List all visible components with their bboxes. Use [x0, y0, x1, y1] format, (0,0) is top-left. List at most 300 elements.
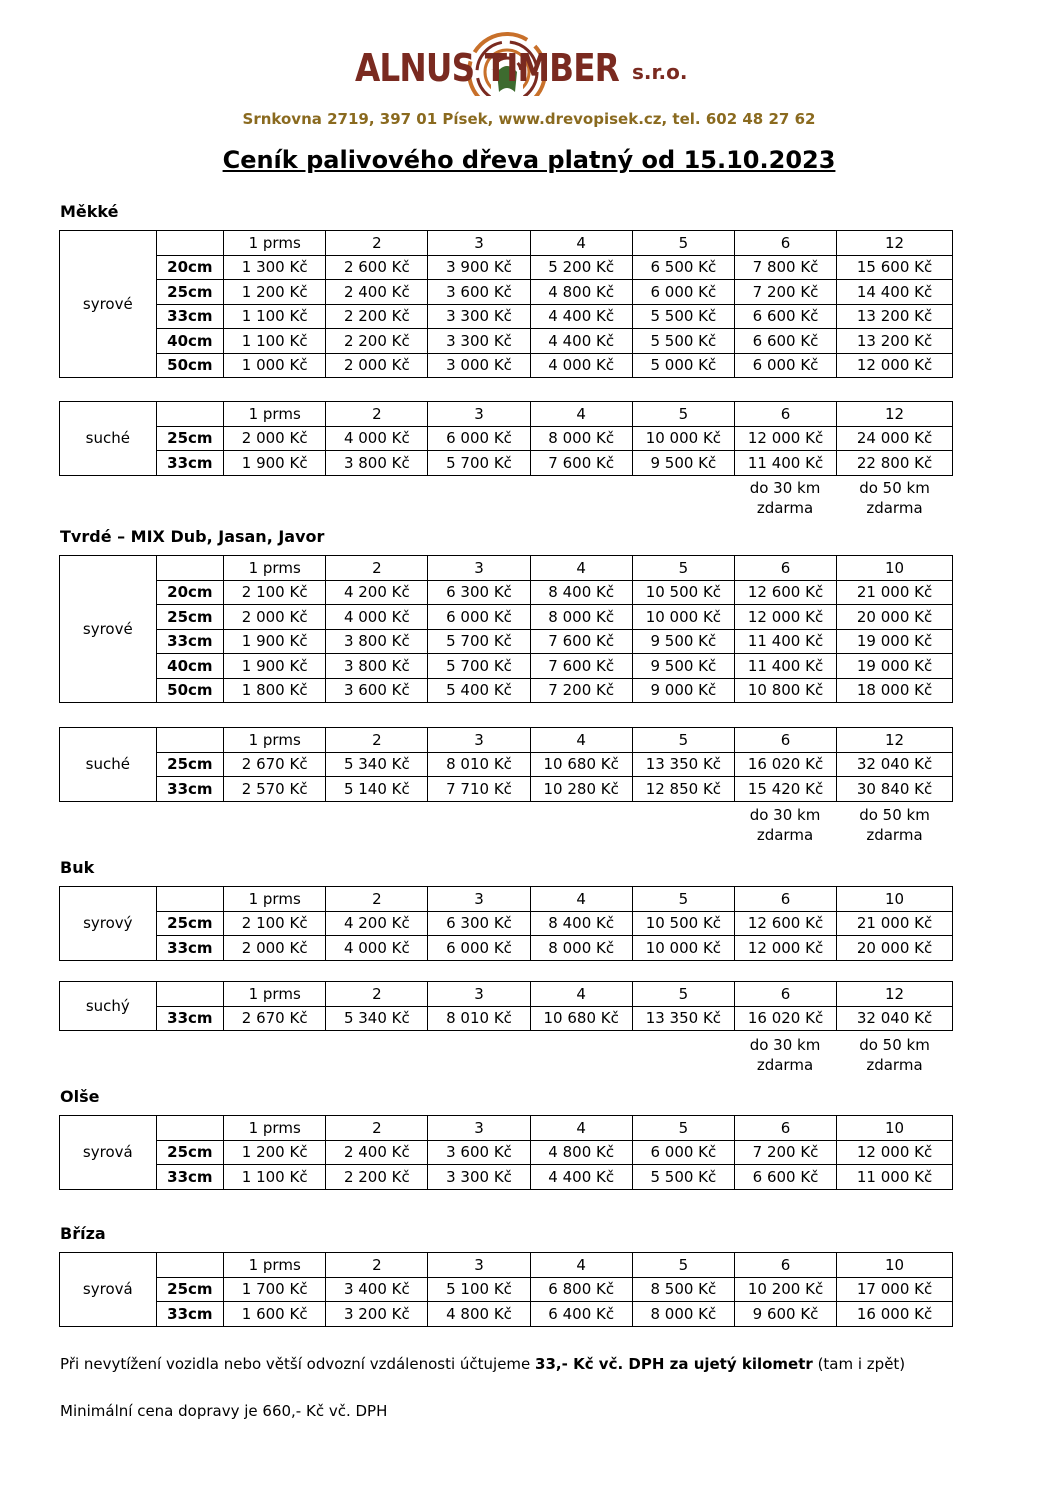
price-cell: 4 000 Kč	[326, 426, 428, 451]
note-line: do 50 km	[859, 1036, 930, 1054]
price-cell: 21 000 Kč	[837, 911, 953, 936]
price-cell: 5 100 Kč	[428, 1277, 530, 1302]
price-table	[59, 401, 953, 476]
empty-header-cell	[156, 402, 223, 427]
price-cell: 2 200 Kč	[326, 304, 428, 329]
transport-note-text: Při nevytížení vozidla nebo větší odvozní vzdálenosti účtujeme	[60, 1355, 536, 1373]
price-cell: 1 100 Kč	[224, 1165, 326, 1190]
note-line: do 50 km	[859, 806, 930, 824]
quantity-header: 1 prms	[224, 556, 326, 581]
price-cell: 9 000 Kč	[632, 678, 734, 703]
quantity-header: 5	[632, 982, 734, 1007]
quantity-header: 4	[530, 1116, 632, 1141]
free-delivery-note-12	[837, 478, 952, 518]
price-cell: 3 800 Kč	[326, 451, 428, 476]
brand-suffix: s.r.o.	[632, 60, 688, 84]
price-cell: 10 680 Kč	[530, 1006, 632, 1031]
quantity-header: 4	[530, 402, 632, 427]
quantity-header: 5	[632, 556, 734, 581]
quantity-header: 5	[632, 1253, 734, 1278]
price-cell: 24 000 Kč	[837, 426, 953, 451]
quantity-header: 3	[428, 728, 530, 753]
free-delivery-note-12	[837, 1035, 952, 1075]
quantity-header: 12	[837, 728, 953, 753]
wood-type-label: syrové	[60, 231, 157, 378]
price-cell: 1 000 Kč	[224, 353, 326, 378]
quantity-header: 5	[632, 887, 734, 912]
table-row	[60, 255, 953, 280]
quantity-header: 5	[632, 1116, 734, 1141]
price-cell: 13 200 Kč	[837, 329, 953, 354]
brand-name: ALNUS TIMBER	[355, 46, 619, 90]
quantity-header: 3	[428, 231, 530, 256]
quantity-header: 12	[837, 231, 953, 256]
quantity-header: 6	[734, 887, 836, 912]
price-cell: 10 500 Kč	[632, 911, 734, 936]
price-table	[59, 230, 953, 378]
price-cell: 8 400 Kč	[530, 580, 632, 605]
length-label: 25cm	[156, 1140, 223, 1165]
table-header-row	[60, 982, 953, 1007]
price-cell: 1 100 Kč	[224, 329, 326, 354]
length-label: 25cm	[156, 1277, 223, 1302]
price-cell: 10 500 Kč	[632, 580, 734, 605]
price-table	[59, 1115, 953, 1190]
quantity-header: 4	[530, 231, 632, 256]
wood-type-label: suché	[60, 402, 157, 476]
price-cell: 10 680 Kč	[530, 752, 632, 777]
price-cell: 10 000 Kč	[632, 936, 734, 961]
price-cell: 1 900 Kč	[224, 629, 326, 654]
price-cell: 3 600 Kč	[428, 280, 530, 305]
price-cell: 10 280 Kč	[530, 777, 632, 802]
quantity-header: 10	[837, 887, 953, 912]
price-cell: 3 600 Kč	[428, 1140, 530, 1165]
table-row	[60, 353, 953, 378]
price-cell: 5 140 Kč	[326, 777, 428, 802]
price-cell: 2 100 Kč	[224, 911, 326, 936]
wood-type-label: syrová	[60, 1116, 157, 1190]
price-cell: 5 700 Kč	[428, 654, 530, 679]
price-cell: 7 200 Kč	[734, 280, 836, 305]
quantity-header: 6	[734, 556, 836, 581]
price-cell: 3 000 Kč	[428, 353, 530, 378]
price-cell: 21 000 Kč	[837, 580, 953, 605]
price-cell: 1 100 Kč	[224, 304, 326, 329]
price-cell: 3 200 Kč	[326, 1302, 428, 1327]
length-label: 33cm	[156, 451, 223, 476]
price-cell: 12 000 Kč	[734, 936, 836, 961]
price-cell: 14 400 Kč	[837, 280, 953, 305]
price-cell: 7 600 Kč	[530, 451, 632, 476]
price-cell: 3 900 Kč	[428, 255, 530, 280]
note-line: zdarma	[866, 1056, 923, 1074]
wood-type-label: syrové	[60, 556, 157, 703]
length-label: 50cm	[156, 353, 223, 378]
note-line: zdarma	[866, 826, 923, 844]
table-row	[60, 936, 953, 961]
length-label: 33cm	[156, 1302, 223, 1327]
note-line: do 30 km	[749, 806, 821, 824]
note-line: do 50 km	[859, 479, 930, 497]
quantity-header: 12	[837, 982, 953, 1007]
quantity-header: 3	[428, 556, 530, 581]
note-line: do 30 km	[749, 479, 821, 497]
empty-header-cell	[156, 1253, 223, 1278]
price-cell: 9 500 Kč	[632, 654, 734, 679]
price-cell: 6 300 Kč	[428, 911, 530, 936]
price-cell: 12 600 Kč	[734, 911, 836, 936]
table-row	[60, 580, 953, 605]
price-cell: 19 000 Kč	[837, 654, 953, 679]
table-row	[60, 1277, 953, 1302]
price-cell: 6 300 Kč	[428, 580, 530, 605]
price-cell: 6 600 Kč	[734, 304, 836, 329]
quantity-header: 2	[326, 556, 428, 581]
quantity-header: 2	[326, 402, 428, 427]
table-header-row	[60, 887, 953, 912]
quantity-header: 6	[734, 231, 836, 256]
minimum-transport-price: Minimální cena dopravy je 660,- Kč vč. DPH	[60, 1402, 388, 1420]
price-cell: 20 000 Kč	[837, 936, 953, 961]
price-cell: 7 800 Kč	[734, 255, 836, 280]
quantity-header: 10	[837, 1116, 953, 1141]
price-cell: 16 020 Kč	[734, 1006, 836, 1031]
company-logo	[355, 32, 700, 98]
price-cell: 3 300 Kč	[428, 1165, 530, 1190]
price-cell: 6 000 Kč	[428, 605, 530, 630]
quantity-header: 2	[326, 1253, 428, 1278]
price-cell: 15 600 Kč	[837, 255, 953, 280]
length-label: 20cm	[156, 255, 223, 280]
price-cell: 11 400 Kč	[734, 654, 836, 679]
free-delivery-note-6	[734, 478, 836, 518]
section-title-tvrde: Tvrdé – MIX Dub, Jasan, Javor	[60, 527, 325, 546]
price-cell: 8 000 Kč	[530, 426, 632, 451]
quantity-header: 1 prms	[224, 231, 326, 256]
price-cell: 3 800 Kč	[326, 654, 428, 679]
price-cell: 3 300 Kč	[428, 329, 530, 354]
price-cell: 8 000 Kč	[632, 1302, 734, 1327]
price-cell: 32 040 Kč	[837, 1006, 953, 1031]
price-cell: 13 350 Kč	[632, 1006, 734, 1031]
price-cell: 12 000 Kč	[734, 605, 836, 630]
price-cell: 5 500 Kč	[632, 329, 734, 354]
quantity-header: 1 prms	[224, 1253, 326, 1278]
wood-type-label: suché	[60, 728, 157, 802]
table-header-row	[60, 402, 953, 427]
price-cell: 6 600 Kč	[734, 329, 836, 354]
free-delivery-note-6	[734, 1035, 836, 1075]
price-cell: 6 000 Kč	[632, 1140, 734, 1165]
price-cell: 4 000 Kč	[326, 936, 428, 961]
length-label: 25cm	[156, 605, 223, 630]
price-cell: 30 840 Kč	[837, 777, 953, 802]
price-cell: 7 710 Kč	[428, 777, 530, 802]
price-cell: 4 400 Kč	[530, 329, 632, 354]
price-cell: 2 670 Kč	[224, 1006, 326, 1031]
quantity-header: 1 prms	[224, 728, 326, 753]
price-cell: 5 000 Kč	[632, 353, 734, 378]
table-row	[60, 777, 953, 802]
quantity-header: 2	[326, 728, 428, 753]
price-cell: 5 700 Kč	[428, 629, 530, 654]
section-title-briza: Bříza	[60, 1224, 106, 1243]
price-table	[59, 1252, 953, 1327]
price-cell: 5 500 Kč	[632, 1165, 734, 1190]
transport-note	[60, 1355, 905, 1373]
price-cell: 1 900 Kč	[224, 654, 326, 679]
empty-header-cell	[156, 982, 223, 1007]
price-cell: 4 200 Kč	[326, 580, 428, 605]
price-cell: 11 000 Kč	[837, 1165, 953, 1190]
price-cell: 6 000 Kč	[632, 280, 734, 305]
price-cell: 7 200 Kč	[530, 678, 632, 703]
table-header-row	[60, 728, 953, 753]
note-line: zdarma	[756, 826, 814, 844]
table-row	[60, 280, 953, 305]
length-label: 50cm	[156, 678, 223, 703]
quantity-header: 4	[530, 1253, 632, 1278]
price-cell: 4 000 Kč	[326, 605, 428, 630]
quantity-header: 1 prms	[224, 887, 326, 912]
note-line: zdarma	[866, 499, 923, 517]
table-row	[60, 911, 953, 936]
quantity-header: 2	[326, 231, 428, 256]
empty-header-cell	[156, 231, 223, 256]
empty-header-cell	[156, 887, 223, 912]
price-cell: 4 400 Kč	[530, 304, 632, 329]
wood-type-label: suchý	[60, 982, 157, 1031]
price-cell: 3 300 Kč	[428, 304, 530, 329]
table-row	[60, 451, 953, 476]
price-cell: 3 600 Kč	[326, 678, 428, 703]
quantity-header: 4	[530, 556, 632, 581]
price-cell: 1 900 Kč	[224, 451, 326, 476]
price-cell: 4 400 Kč	[530, 1165, 632, 1190]
price-cell: 2 200 Kč	[326, 1165, 428, 1190]
price-cell: 5 200 Kč	[530, 255, 632, 280]
price-cell: 2 200 Kč	[326, 329, 428, 354]
quantity-header: 3	[428, 402, 530, 427]
price-cell: 9 600 Kč	[734, 1302, 836, 1327]
price-cell: 1 200 Kč	[224, 1140, 326, 1165]
section-title-buk: Buk	[60, 858, 95, 877]
price-cell: 12 000 Kč	[837, 1140, 953, 1165]
price-cell: 5 500 Kč	[632, 304, 734, 329]
quantity-header: 6	[734, 728, 836, 753]
price-cell: 4 800 Kč	[530, 280, 632, 305]
quantity-header: 6	[734, 1116, 836, 1141]
table-row	[60, 1302, 953, 1327]
quantity-header: 6	[734, 982, 836, 1007]
price-cell: 19 000 Kč	[837, 629, 953, 654]
quantity-header: 4	[530, 728, 632, 753]
price-cell: 6 000 Kč	[428, 936, 530, 961]
length-label: 33cm	[156, 629, 223, 654]
quantity-header: 5	[632, 402, 734, 427]
price-cell: 1 200 Kč	[224, 280, 326, 305]
note-line: do 30 km	[749, 1036, 821, 1054]
price-cell: 2 670 Kč	[224, 752, 326, 777]
price-cell: 9 500 Kč	[632, 451, 734, 476]
price-cell: 12 600 Kč	[734, 580, 836, 605]
price-cell: 2 000 Kč	[224, 936, 326, 961]
price-cell: 9 500 Kč	[632, 629, 734, 654]
price-cell: 2 000 Kč	[326, 353, 428, 378]
quantity-header: 2	[326, 887, 428, 912]
price-cell: 16 000 Kč	[837, 1302, 953, 1327]
quantity-header: 6	[734, 402, 836, 427]
length-label: 40cm	[156, 654, 223, 679]
price-table	[59, 886, 953, 961]
company-address: Srnkovna 2719, 397 01 Písek, www.drevopisek.cz, tel. 602 48 27 62	[242, 110, 816, 128]
price-cell: 5 700 Kč	[428, 451, 530, 476]
table-row	[60, 678, 953, 703]
price-cell: 16 020 Kč	[734, 752, 836, 777]
table-row	[60, 1140, 953, 1165]
note-line: zdarma	[756, 499, 814, 517]
price-cell: 22 800 Kč	[837, 451, 953, 476]
price-table	[59, 727, 953, 802]
length-label: 20cm	[156, 580, 223, 605]
length-label: 25cm	[156, 426, 223, 451]
price-cell: 18 000 Kč	[837, 678, 953, 703]
quantity-header: 12	[837, 402, 953, 427]
price-cell: 6 400 Kč	[530, 1302, 632, 1327]
price-cell: 2 400 Kč	[326, 280, 428, 305]
quantity-header: 3	[428, 1253, 530, 1278]
length-label: 33cm	[156, 304, 223, 329]
price-cell: 8 000 Kč	[530, 605, 632, 630]
table-row	[60, 605, 953, 630]
price-cell: 4 800 Kč	[428, 1302, 530, 1327]
table-row	[60, 654, 953, 679]
price-cell: 8 000 Kč	[530, 936, 632, 961]
price-cell: 11 400 Kč	[734, 451, 836, 476]
quantity-header: 10	[837, 1253, 953, 1278]
price-cell: 7 600 Kč	[530, 629, 632, 654]
quantity-header: 10	[837, 556, 953, 581]
price-table	[59, 555, 953, 703]
price-cell: 6 000 Kč	[428, 426, 530, 451]
table-row	[60, 1006, 953, 1031]
length-label: 33cm	[156, 1006, 223, 1031]
quantity-header: 4	[530, 887, 632, 912]
quantity-header: 3	[428, 1116, 530, 1141]
price-cell: 17 000 Kč	[837, 1277, 953, 1302]
quantity-header: 2	[326, 1116, 428, 1141]
price-cell: 4 800 Kč	[530, 1140, 632, 1165]
price-cell: 12 850 Kč	[632, 777, 734, 802]
length-label: 25cm	[156, 752, 223, 777]
empty-header-cell	[156, 556, 223, 581]
price-cell: 2 100 Kč	[224, 580, 326, 605]
price-cell: 5 340 Kč	[326, 1006, 428, 1031]
price-cell: 32 040 Kč	[837, 752, 953, 777]
table-header-row	[60, 556, 953, 581]
section-title-olse: Olše	[60, 1087, 100, 1106]
table-row	[60, 426, 953, 451]
price-cell: 1 800 Kč	[224, 678, 326, 703]
length-label: 33cm	[156, 936, 223, 961]
price-cell: 6 000 Kč	[734, 353, 836, 378]
price-cell: 2 600 Kč	[326, 255, 428, 280]
table-row	[60, 1165, 953, 1190]
section-title-mekke: Měkké	[60, 202, 119, 221]
price-cell: 13 200 Kč	[837, 304, 953, 329]
quantity-header: 1 prms	[224, 402, 326, 427]
price-cell: 4 200 Kč	[326, 911, 428, 936]
length-label: 40cm	[156, 329, 223, 354]
free-delivery-note-6	[734, 805, 836, 845]
price-cell: 6 600 Kč	[734, 1165, 836, 1190]
price-cell: 1 700 Kč	[224, 1277, 326, 1302]
price-cell: 6 500 Kč	[632, 255, 734, 280]
price-cell: 2 000 Kč	[224, 605, 326, 630]
quantity-header: 1 prms	[224, 982, 326, 1007]
price-cell: 2 000 Kč	[224, 426, 326, 451]
length-label: 33cm	[156, 1165, 223, 1190]
quantity-header: 2	[326, 982, 428, 1007]
price-cell: 8 400 Kč	[530, 911, 632, 936]
price-table	[59, 981, 953, 1031]
price-cell: 11 400 Kč	[734, 629, 836, 654]
quantity-header: 3	[428, 982, 530, 1007]
table-row	[60, 329, 953, 354]
free-delivery-note-12	[837, 805, 952, 845]
price-cell: 8 500 Kč	[632, 1277, 734, 1302]
price-cell: 5 400 Kč	[428, 678, 530, 703]
price-cell: 6 800 Kč	[530, 1277, 632, 1302]
price-cell: 15 420 Kč	[734, 777, 836, 802]
length-label: 25cm	[156, 280, 223, 305]
price-cell: 3 800 Kč	[326, 629, 428, 654]
empty-header-cell	[156, 1116, 223, 1141]
price-cell: 7 600 Kč	[530, 654, 632, 679]
transport-note-price: 33,- Kč vč. DPH za ujetý kilometr	[535, 1355, 813, 1373]
length-label: 33cm	[156, 777, 223, 802]
price-cell: 5 340 Kč	[326, 752, 428, 777]
price-cell: 10 000 Kč	[632, 605, 734, 630]
price-cell: 2 400 Kč	[326, 1140, 428, 1165]
price-cell: 13 350 Kč	[632, 752, 734, 777]
price-cell: 3 400 Kč	[326, 1277, 428, 1302]
wood-type-label: syrová	[60, 1253, 157, 1327]
price-cell: 4 000 Kč	[530, 353, 632, 378]
empty-header-cell	[156, 728, 223, 753]
table-row	[60, 629, 953, 654]
length-label: 25cm	[156, 911, 223, 936]
page-title: Ceník palivového dřeva platný od 15.10.2023	[222, 146, 836, 174]
quantity-header: 1 prms	[224, 1116, 326, 1141]
table-header-row	[60, 1116, 953, 1141]
price-cell: 12 000 Kč	[734, 426, 836, 451]
price-cell: 7 200 Kč	[734, 1140, 836, 1165]
table-header-row	[60, 1253, 953, 1278]
price-cell: 12 000 Kč	[837, 353, 953, 378]
price-cell: 1 300 Kč	[224, 255, 326, 280]
transport-note-suffix: (tam i zpět)	[812, 1355, 906, 1373]
table-row	[60, 304, 953, 329]
price-cell: 8 010 Kč	[428, 1006, 530, 1031]
quantity-header: 6	[734, 1253, 836, 1278]
wood-type-label: syrový	[60, 887, 157, 961]
price-cell: 8 010 Kč	[428, 752, 530, 777]
table-row	[60, 752, 953, 777]
price-cell: 2 570 Kč	[224, 777, 326, 802]
quantity-header: 5	[632, 231, 734, 256]
